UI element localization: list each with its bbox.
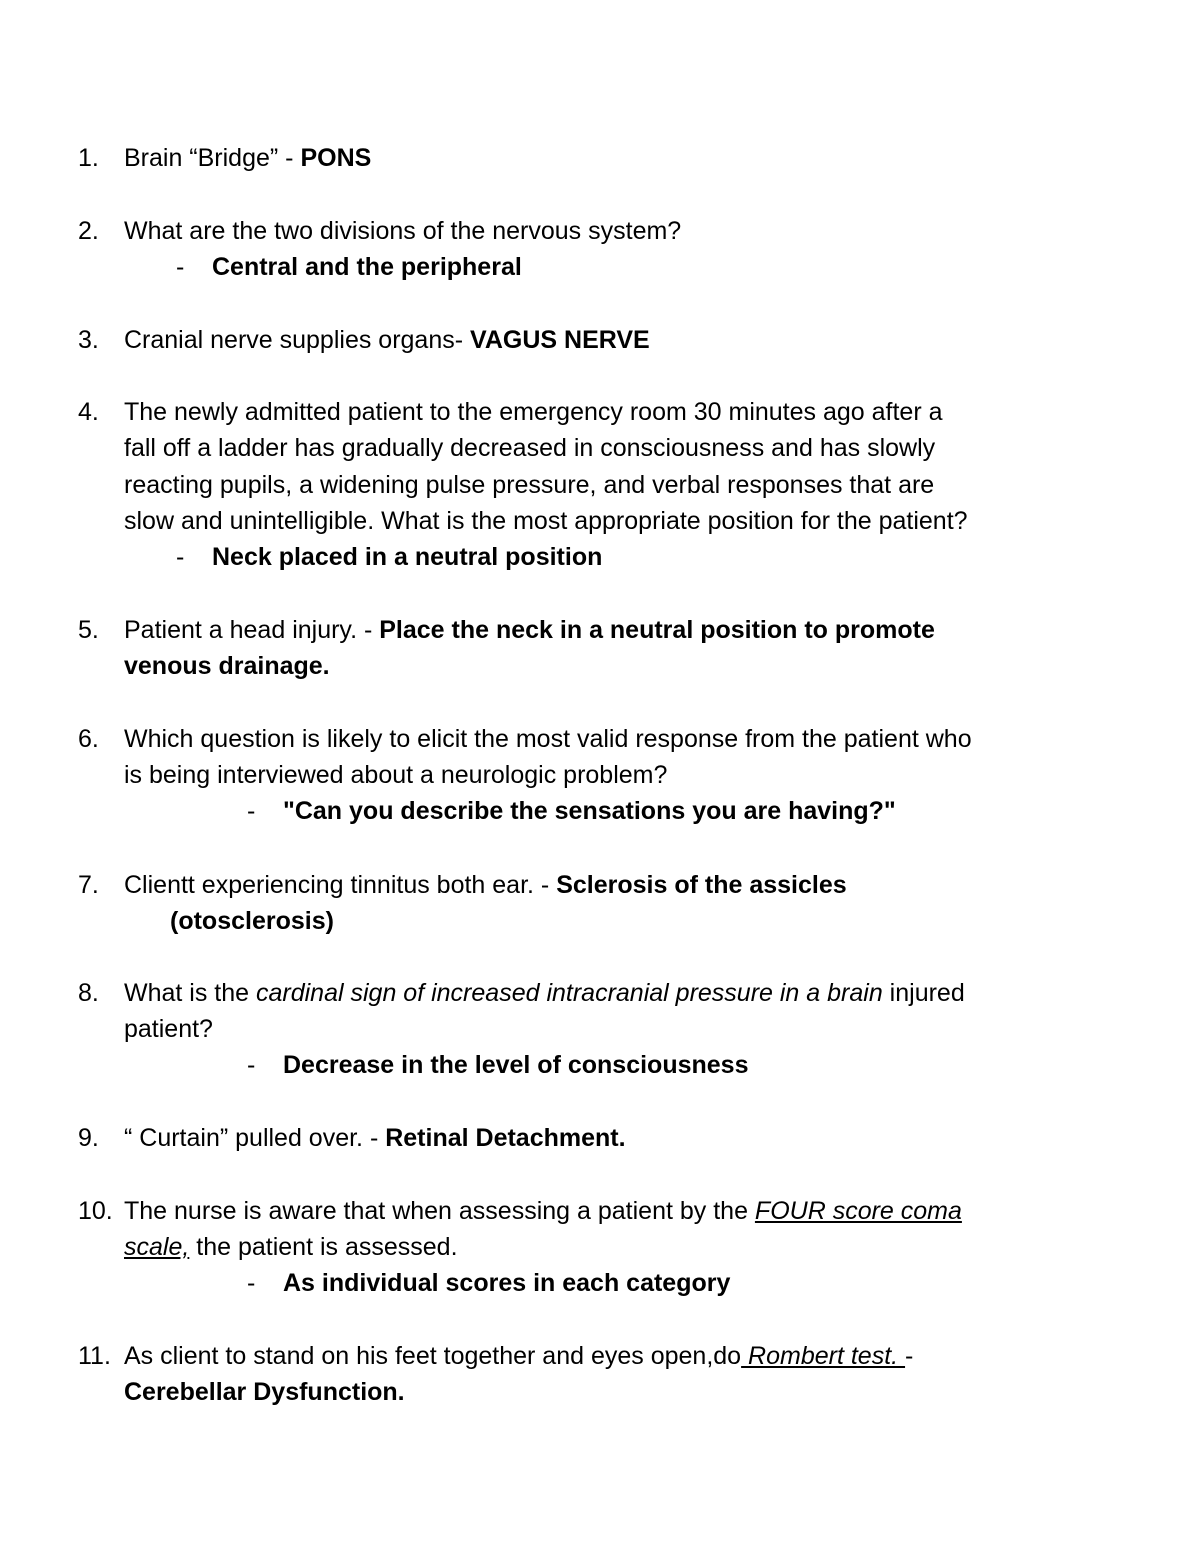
- question-text-line: patient?: [124, 1015, 213, 1043]
- question-text: As client to stand on his feet together and eyes open,do: [124, 1342, 742, 1370]
- question-number: 9.: [78, 1124, 99, 1152]
- question-number: 2.: [78, 217, 99, 245]
- question-text-line: Which question is likely to elicit the most valid response from the patient who: [124, 725, 972, 753]
- question-number: 11.: [78, 1342, 111, 1370]
- answer-text: Neck placed in a neutral position: [212, 543, 603, 571]
- question-text-line: slow and unintelligible. What is the most appropriate position for the patient?: [124, 507, 968, 535]
- question-text: Cranial nerve supplies organs-: [124, 326, 471, 354]
- four-score-link: scale,: [124, 1233, 190, 1261]
- question-number: 8.: [78, 979, 99, 1007]
- question-number: 3.: [78, 326, 99, 354]
- question-text: -: [905, 1342, 914, 1370]
- answer-text: Decrease in the level of consciousness: [283, 1051, 749, 1079]
- question-text-line: fall off a ladder has gradually decreased in consciousness and has slowly: [124, 434, 936, 462]
- answer-text: "Can you describe the sensations you are having?": [283, 797, 896, 825]
- answer-text: venous drainage.: [124, 652, 330, 680]
- question-text: the patient is assessed.: [189, 1233, 458, 1261]
- question-text-line: is being interviewed about a neurologic problem?: [124, 761, 668, 789]
- question-text: Patient a head injury. -: [124, 616, 380, 644]
- answer-dash: -: [247, 1051, 256, 1079]
- answer-dash: -: [247, 797, 256, 825]
- question-text-line: reacting pupils, a widening pulse pressure, and verbal responses that are: [124, 471, 935, 499]
- answer-text: Central and the peripheral: [212, 253, 522, 281]
- answer-dash: -: [176, 253, 185, 281]
- four-score-link: FOUR score coma: [754, 1197, 962, 1225]
- question-text: injured: [882, 979, 965, 1007]
- question-text: Clientt experiencing tinnitus both ear. -: [124, 871, 557, 899]
- question-number: 10.: [78, 1197, 113, 1225]
- answer-text: VAGUS NERVE: [470, 326, 650, 354]
- answer-text: (otosclerosis): [170, 907, 334, 935]
- answer-text: As individual scores in each category: [283, 1269, 731, 1297]
- question-text: What is the: [124, 979, 256, 1007]
- question-text: Brain “Bridge” -: [124, 144, 301, 172]
- answer-dash: -: [176, 543, 185, 571]
- answer-text: Place the neck in a neutral position to promote: [379, 616, 935, 644]
- question-number: 1.: [78, 144, 99, 172]
- question-number: 7.: [78, 871, 99, 899]
- question-number: 5.: [78, 616, 99, 644]
- answer-dash: -: [247, 1269, 256, 1297]
- rombert-test-link: Rombert test.: [741, 1342, 906, 1370]
- question-text: The nurse is aware that when assessing a patient by the: [124, 1197, 755, 1225]
- answer-text: Retinal Detachment.: [385, 1124, 626, 1152]
- question-text-line: The newly admitted patient to the emergency room 30 minutes ago after a: [124, 398, 943, 426]
- question-number: 6.: [78, 725, 99, 753]
- answer-text: Sclerosis of the assicles: [556, 871, 847, 899]
- question-text: What are the two divisions of the nervous system?: [124, 217, 682, 245]
- answer-text: PONS: [300, 144, 372, 172]
- question-text: “ Curtain” pulled over. -: [124, 1124, 386, 1152]
- question-text-italic: cardinal sign of increased intracranial pressure in a brain: [256, 979, 883, 1007]
- answer-text: Cerebellar Dysfunction.: [124, 1378, 405, 1406]
- question-number: 4.: [78, 398, 99, 426]
